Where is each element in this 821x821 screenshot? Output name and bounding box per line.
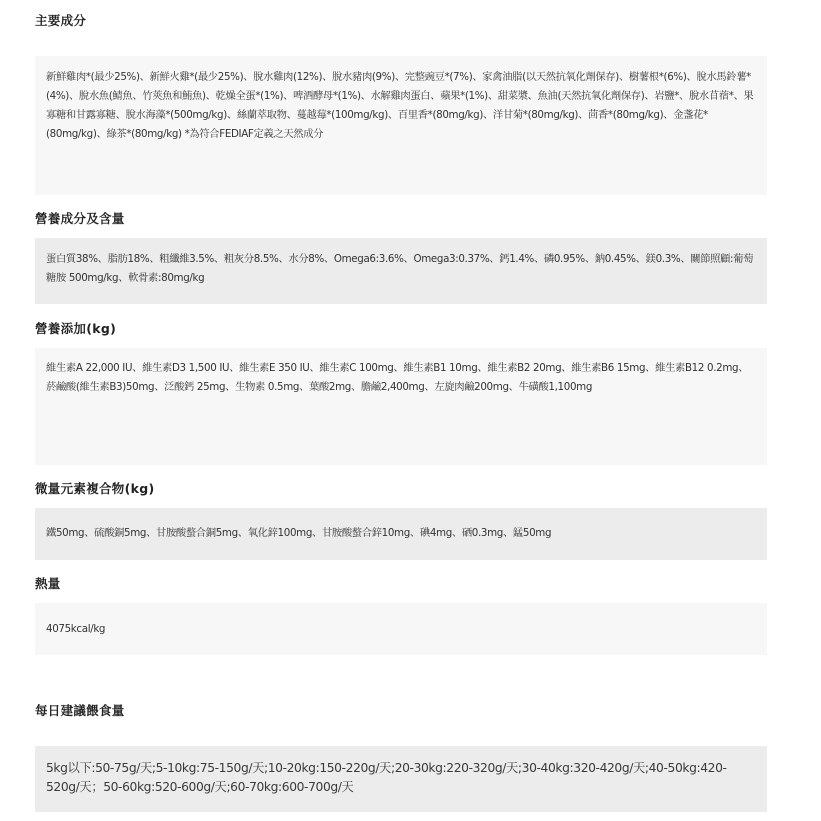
trace-minerals-panel [35, 508, 767, 560]
feeding-text: 5kg以下:50-75g/天;5-10kg:75-150g/天;10-20kg:150-220g/天;20-30kg:220-320g/天;30-40kg:320-420g/天;40-50kg:420-520g/天；50-60kg:520-600g/天;60-70kg:600-700g/天 [46, 761, 727, 794]
feeding-panel [35, 746, 767, 812]
nutrition-text: 蛋白質38%、脂肪18%、粗纖維3.5%、粗灰分8.5%、水分8%、Omega6:3.6%、Omega3:0.37%、鈣1.4%、磷0.95%、鈉0.45%、鎂0.3%、關節照顧:葡萄糖胺 500mg/kg、軟骨素:80mg/kg [46, 253, 754, 284]
ingredients-heading: 主要成分 [35, 13, 87, 28]
calories-panel [35, 603, 767, 655]
ingredients-text: 新鮮雞肉*(最少25%)、新鮮火雞*(最少25%)、脫水雞肉(12%)、脫水豬肉(9%)、完整豌豆*(7%)、家禽油脂(以天然抗氧化劑保存)、樹薯根*(6%)、脫水馬鈴薯*(4%)、脫水魚(鯖魚、竹莢魚和鮪魚)、乾燥全蛋*(1%)、啤酒酵母*(1%)、水解雞肉蛋白、蘋果*(1%)、甜菜漿、魚油(天然抗氧化劑保存)、岩鹽*、脫水苜蓿*、果寡糖和甘露寡糖、脫水海藻*(500mg/kg)、絲蘭萃取物、蔓越莓*(100mg/kg)、百里香*(80mg/kg)、洋甘菊*(80mg/kg)、茴香*(80mg/kg)、金盞花*(80mg/kg)、綠茶*(80mg/kg) *為符合FEDIAF定義之天然成分 [46, 71, 754, 140]
trace-minerals-heading: 微量元素複合物(kg) [35, 481, 155, 496]
calories-heading: 熱量 [35, 576, 61, 591]
additives-panel [35, 348, 767, 465]
feeding-heading: 每日建議餵食量 [35, 703, 125, 718]
additives-heading: 營養添加(kg) [35, 321, 117, 336]
nutrition-panel [35, 238, 767, 304]
calories-text: 4075kcal/kg [46, 623, 106, 635]
trace-minerals-text: 鐵50mg、硫酸銅5mg、甘胺酸螯合銅5mg、氧化鋅100mg、甘胺酸螯合鋅10mg、碘4mg、硒0.3mg、錳50mg [46, 527, 552, 539]
nutrition-heading: 營養成分及含量 [35, 211, 125, 226]
ingredients-panel [35, 56, 767, 195]
additives-text: 維生素A 22,000 IU、維生素D3 1,500 IU、維生素E 350 IU、維生素C 100mg、維生素B1 10mg、維生素B2 20mg、維生素B6 15mg、維生素B12 0.2mg、菸鹼酸(維生素B3)50mg、泛酸鈣 25mg、生物素 0.5mg、葉酸2mg、膽鹼2,400mg、左旋肉鹼200mg、牛磺酸1,100mg [46, 362, 749, 393]
